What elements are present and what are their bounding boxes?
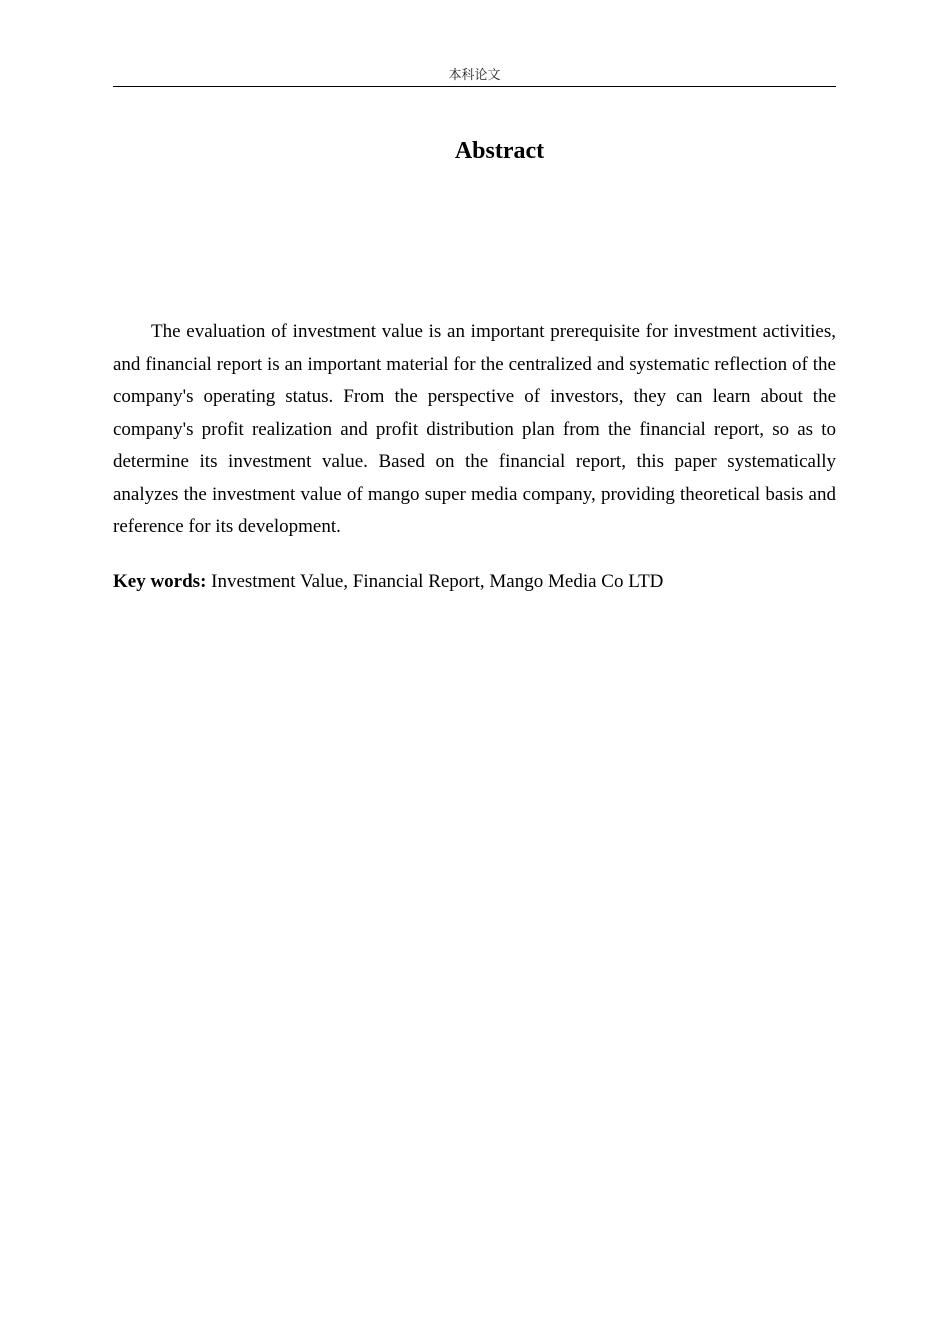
abstract-body: The evaluation of investment value is an important prerequisite for investment activities, and financial report is an important material for the centralized and systematic reflection of the company's operating status. From the perspective of investors, they can learn about the company's profit realization and profit distribution plan from the financial report, so as to determine its investment value. Based on the financial report, this paper systematically analyzes the investment value of mango super media company, providing theoretical basis and reference for its development. (113, 321, 836, 537)
page-header-text: 本科论文 (448, 68, 501, 83)
keywords-label: Key words: (113, 571, 207, 592)
abstract-title: Abstract (454, 138, 545, 164)
keywords-value: Investment Value, Financial Report, Mango Media Co LTD (211, 571, 664, 592)
page-header (113, 66, 836, 87)
keywords-line (113, 566, 836, 598)
